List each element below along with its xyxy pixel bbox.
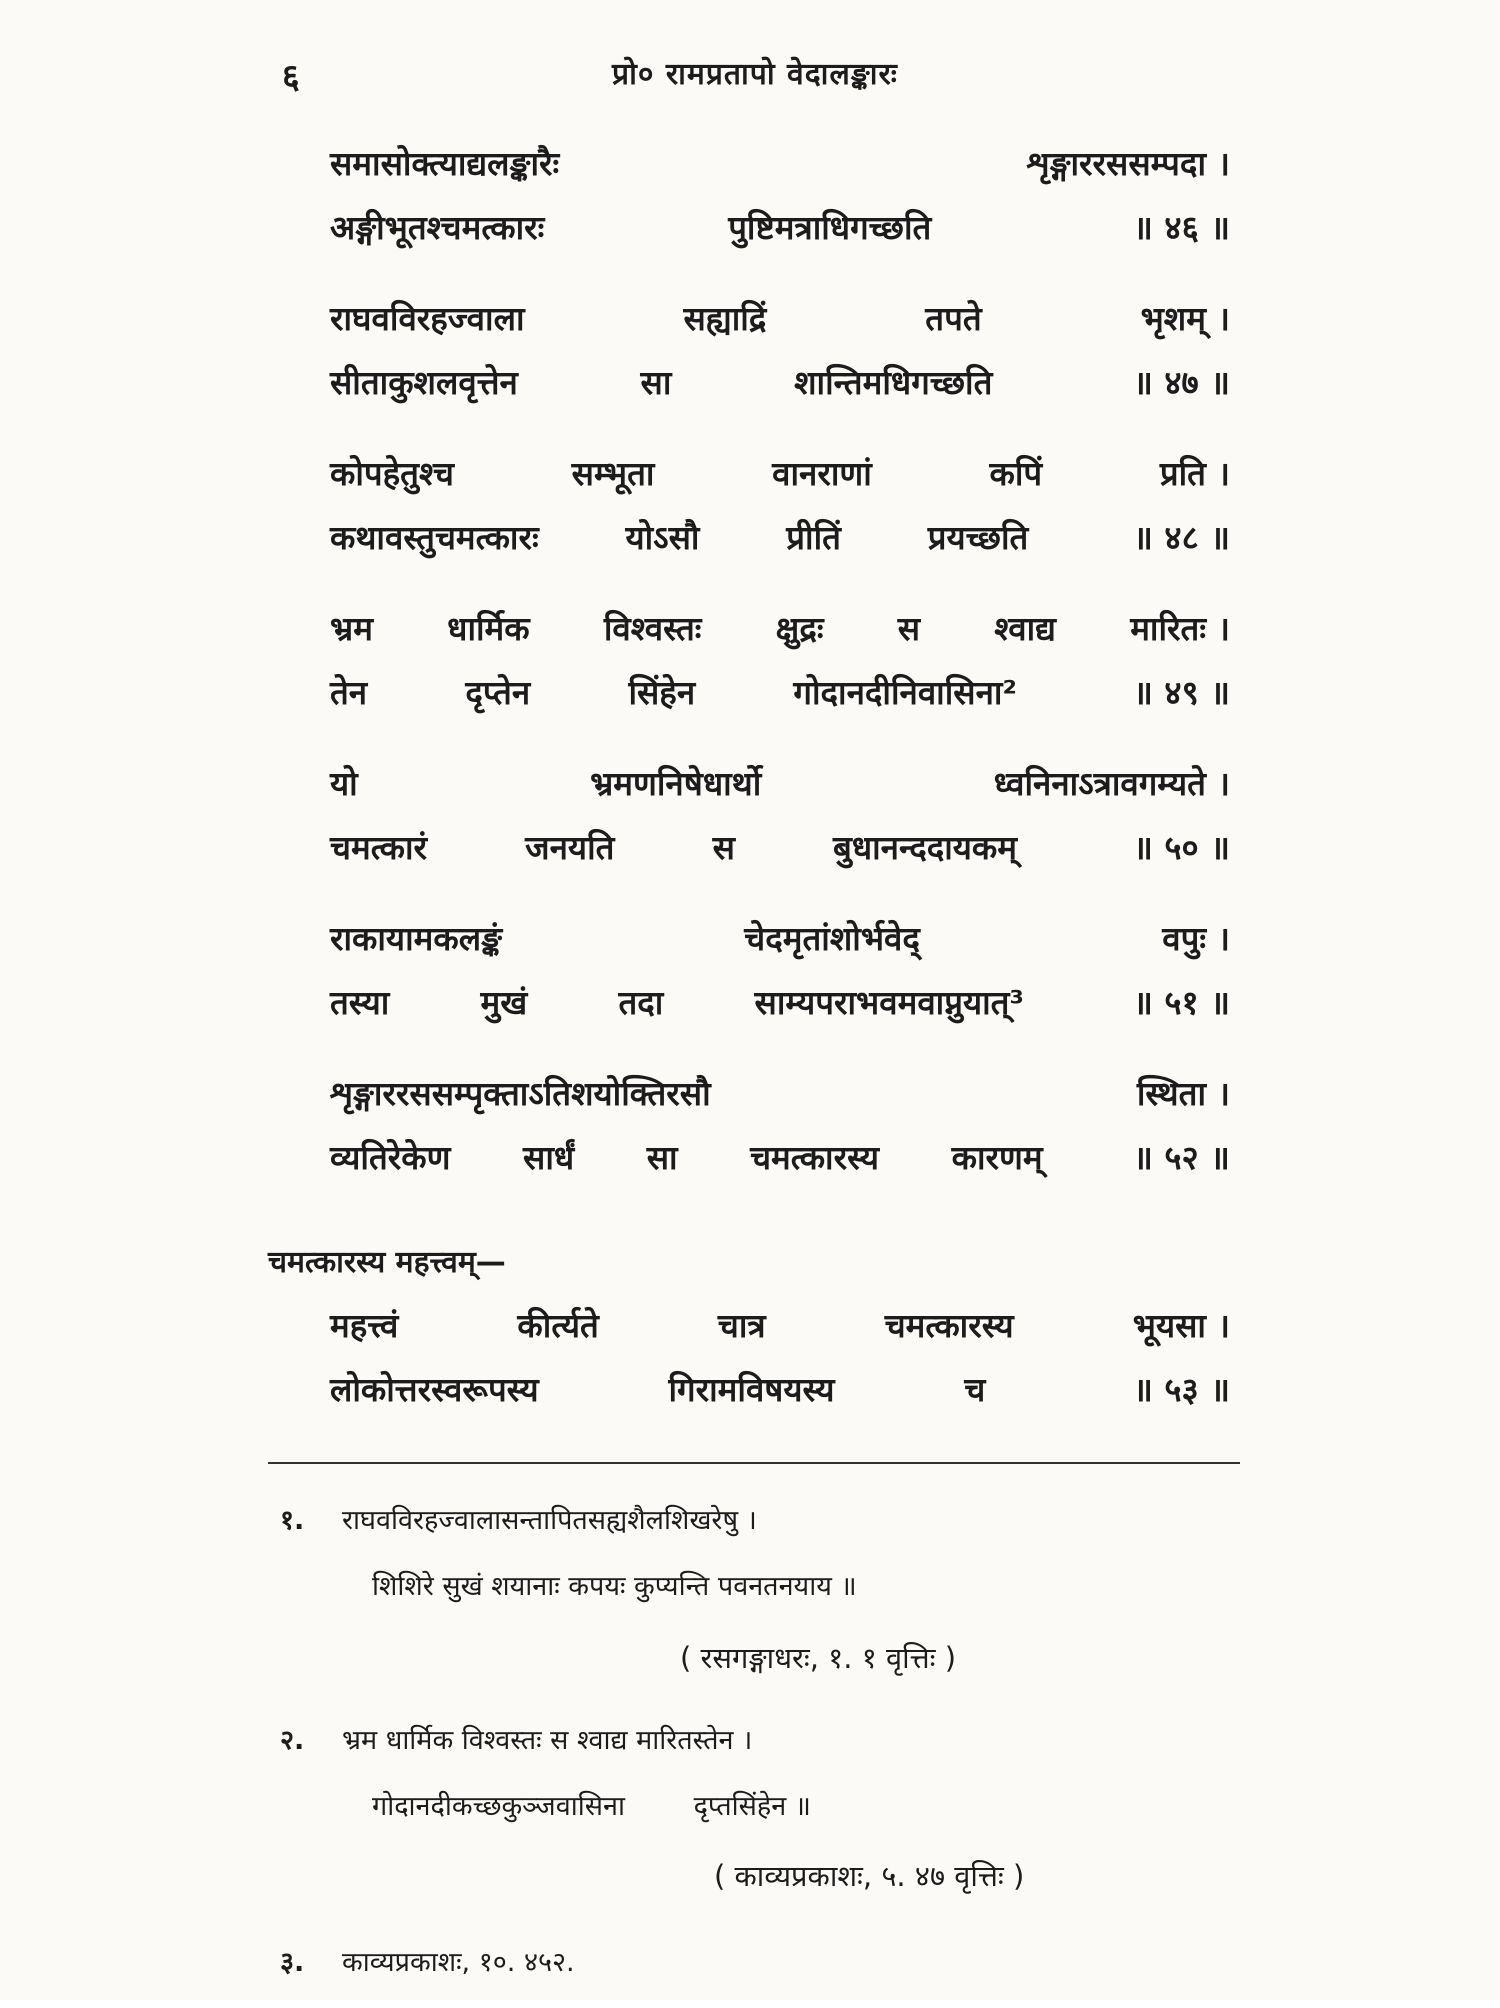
verse-word: पुष्टिमत्राधिगच्छति	[728, 208, 932, 247]
verse-number: ॥ ५१ ॥	[1133, 983, 1230, 1022]
verse-word: कोपहेतुश्च	[330, 454, 454, 493]
footnote-text: शिशिरे सुखं शयानाः कपयः कुप्यन्ति पवनतनयाय ॥	[372, 1571, 857, 1602]
verse-line-1	[330, 295, 1230, 359]
verse-word: लोकोत्तरस्वरूपस्य	[330, 1370, 539, 1409]
verse-word: भ्रमणनिषेधार्थो	[590, 764, 762, 803]
verse-word: दृप्तेन	[465, 673, 531, 712]
verse-word: स	[712, 828, 735, 867]
verse-line-1	[330, 1070, 1230, 1134]
verse-word: भ्रम	[330, 609, 373, 648]
verse-word: क्षुद्रः	[775, 609, 824, 648]
verse-word: राकायामकलङ्कं	[330, 919, 502, 958]
verse-word: कीर्त्यते	[517, 1306, 599, 1345]
footnote-1-source: ( रसगङ्गाधरः, १. १ वृत्तिः )	[680, 1641, 957, 1675]
verse-word: स	[897, 609, 921, 648]
verse-word: तदा	[618, 983, 664, 1022]
verse-word: ध्वनिनाऽत्रावगम्यते ।	[993, 764, 1230, 803]
verse-line-2	[330, 669, 1230, 733]
verse-word: शृङ्गाररससम्पृक्ताऽतिशयोक्तिरसौ	[330, 1074, 711, 1113]
verse-number: ॥ ४७ ॥	[1133, 363, 1230, 402]
footnote-text: राघवविरहज्वालासन्तापितसह्यशैलशिखरेषु ।	[342, 1505, 757, 1536]
verse-number: ॥ ४६ ॥	[1133, 208, 1230, 247]
verse-word: चमत्कारस्य	[884, 1306, 1014, 1345]
verse-line-2	[330, 1134, 1230, 1198]
verse-word: धार्मिक	[447, 609, 530, 648]
verse	[330, 140, 1230, 268]
verse-word: सा	[646, 1138, 678, 1177]
verse-word: कारणम्	[951, 1138, 1043, 1177]
verse-53-line-2	[330, 1366, 1230, 1430]
footnote-1	[280, 1500, 857, 1632]
footnote-2	[280, 1720, 811, 1852]
verse	[330, 295, 1230, 423]
verse-word: समासोक्त्याद्यलङ्कारैः	[330, 144, 560, 183]
verse-53-line-1	[330, 1302, 1230, 1366]
verse-word: श्वाद्य	[994, 609, 1056, 648]
verse	[330, 450, 1230, 578]
verse-word: योऽसौ	[625, 518, 700, 557]
verse-word: तेन	[330, 673, 368, 712]
verse-number: ॥ ५२ ॥	[1133, 1138, 1230, 1177]
verse-word: वपुः ।	[1162, 919, 1230, 958]
verse-word: गिरामविषयस्य	[668, 1370, 835, 1409]
verse-word: प्रयच्छति	[927, 518, 1029, 557]
footnote-divider	[268, 1462, 1240, 1464]
verse-word: जनयति	[525, 828, 615, 867]
footnote-3	[280, 1942, 575, 2008]
verse-word: महत्त्वं	[330, 1306, 399, 1345]
verse-word: सार्धं	[523, 1138, 575, 1177]
verse-line-2	[330, 359, 1230, 423]
running-head: प्रो० रामप्रतापो वेदालङ्कारः	[612, 57, 898, 92]
verse-word: प्रति ।	[1159, 454, 1230, 493]
verse	[330, 760, 1230, 888]
verse-word: बुधानन्ददायकम्	[833, 828, 1018, 867]
verse-word: विश्वस्तः	[603, 609, 702, 648]
verse-line-2	[330, 514, 1230, 578]
verse-word: चात्र	[717, 1306, 766, 1345]
verse-line-1	[330, 450, 1230, 514]
verse-word: चमत्कारस्य	[750, 1138, 880, 1177]
verse-word: स्थिता ।	[1136, 1074, 1230, 1113]
verse-53	[330, 1302, 1230, 1430]
footnote-2-source: ( काव्यप्रकाशः, ५. ४७ वृत्तिः )	[714, 1859, 1025, 1893]
page-number: ६	[282, 57, 300, 97]
verse-word: च	[964, 1370, 986, 1409]
verse-word: गोदानदीनिवासिना²	[793, 673, 1017, 712]
verse-word: मारितः ।	[1130, 609, 1230, 648]
footnote-text: भ्रम धार्मिक विश्वस्तः स श्वाद्य मारितस्तेन ।	[342, 1725, 753, 1756]
verse-line-2	[330, 979, 1230, 1043]
verse-word: तपते	[925, 299, 982, 338]
verse-word: प्रीतिं	[786, 518, 841, 557]
verse-line-2	[330, 204, 1230, 268]
section-heading: चमत्कारस्य महत्त्वम्—	[268, 1245, 506, 1280]
verse-word: सा	[640, 363, 672, 402]
verse-word: यो	[330, 764, 358, 803]
verse-word: तस्या	[330, 983, 390, 1022]
verse-word: कथावस्तुचमत्कारः	[330, 518, 539, 557]
verse-word: चेदमृतांशोर्भवेद्	[744, 919, 920, 958]
verse-number: ॥ ५० ॥	[1133, 828, 1230, 867]
verse-word: कपिं	[989, 454, 1043, 493]
verse-word: वानराणां	[772, 454, 872, 493]
verse	[330, 605, 1230, 733]
verse-word: साम्यपराभवमवाप्नुयात्³	[754, 983, 1024, 1022]
verse-word: मुखं	[480, 983, 528, 1022]
verse-line-2	[330, 824, 1230, 888]
verse-word: भृशम् ।	[1140, 299, 1230, 338]
footnote-mark: १.	[280, 1505, 305, 1536]
verse-word: सिंहेन	[628, 673, 696, 712]
verse-line-1	[330, 605, 1230, 669]
verse-line-1	[330, 140, 1230, 204]
verse-line-1	[330, 915, 1230, 979]
verse	[330, 1070, 1230, 1198]
verse-word: भूयसा ।	[1132, 1306, 1230, 1345]
verse-word: व्यतिरेकेण	[330, 1138, 451, 1177]
footnote-mark: २.	[280, 1725, 305, 1756]
verse-number: ॥ ४९ ॥	[1133, 673, 1230, 712]
footnote-mark: ३.	[280, 1947, 305, 1978]
footnote-text: गोदानदीकच्छकुञ्जवासिना दृप्तसिंहेन ॥	[372, 1791, 811, 1822]
verse-word: शान्तिमधिगच्छति	[794, 363, 993, 402]
footnote-text: काव्यप्रकाशः, १०. ४५२.	[342, 1947, 575, 1978]
verse-word: राघवविरहज्वाला	[330, 299, 525, 338]
verse-word: सह्याद्रिं	[683, 299, 767, 338]
verse	[330, 915, 1230, 1043]
verse-word: चमत्कारं	[330, 828, 427, 867]
verse-word: अङ्गीभूतश्चमत्कारः	[330, 208, 545, 247]
verse-word: शृङ्गाररससम्पदा ।	[1026, 144, 1230, 183]
verse-word: सीताकुशलवृत्तेन	[330, 363, 518, 402]
verse-word: सम्भूता	[571, 454, 655, 493]
verse-line-1	[330, 760, 1230, 824]
verse-number: ॥ ४८ ॥	[1133, 518, 1230, 557]
verse-number: ॥ ५३ ॥	[1133, 1370, 1230, 1409]
